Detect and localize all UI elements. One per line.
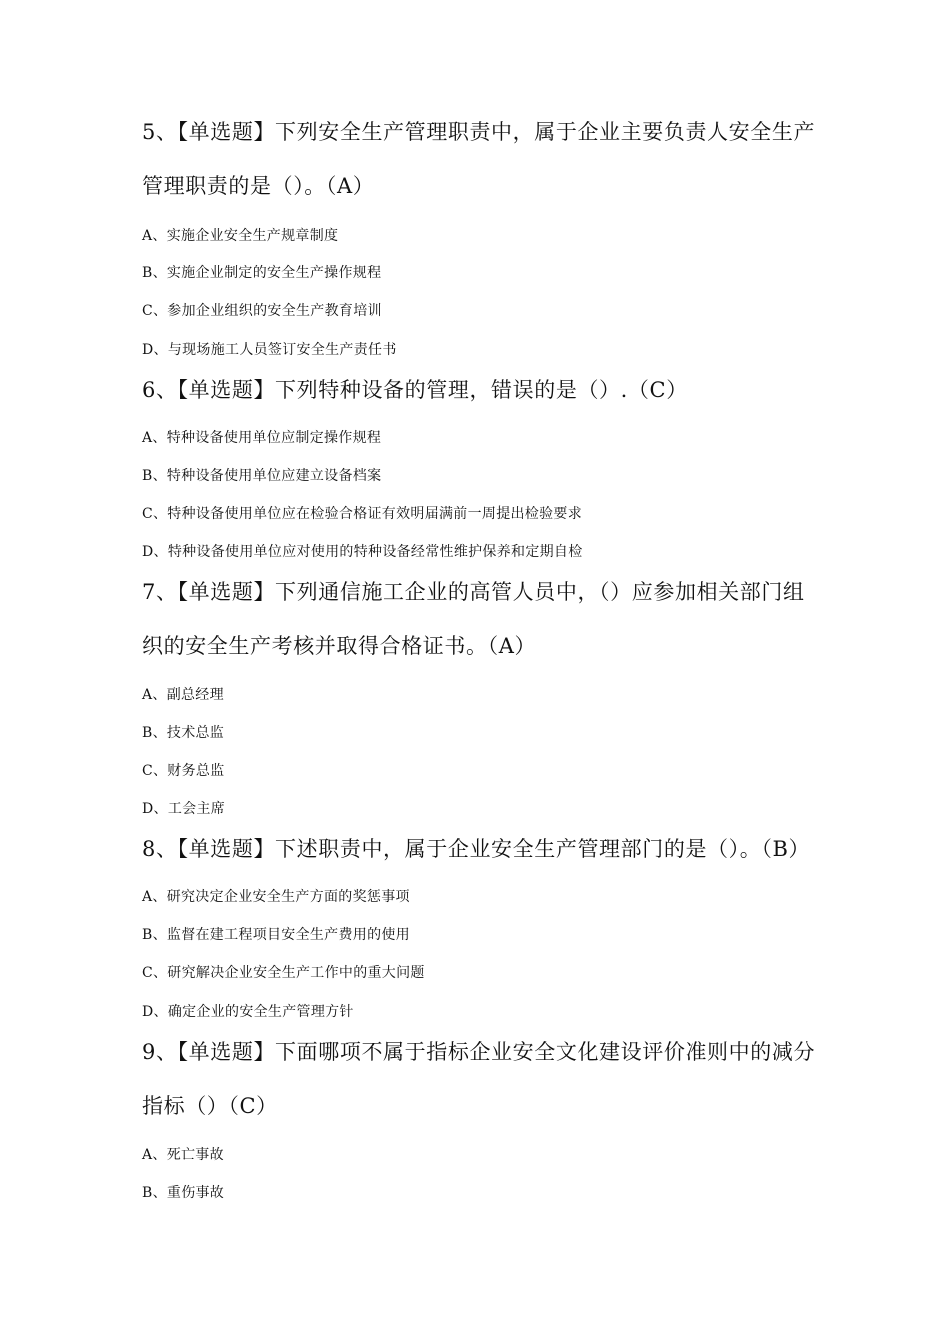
question-8-text-line-1: 8、【单选题】下述职责中，属于企业安全生产管理部门的是（）。（B） [142,837,811,861]
question-9-option-b: B、重伤事故 [142,1185,225,1201]
question-7-option-a: A、副总经理 [142,687,224,703]
question-9-text-line-1: 9、【单选题】下面哪项不属于指标企业安全文化建设评价准则中的减分 [142,1040,816,1064]
question-7-option-b: B、技术总监 [142,725,225,741]
question-7-option-c: C、财务总监 [142,763,225,779]
question-5-option-c: C、参加企业组织的安全生产教育培训 [142,303,382,319]
question-6-option-a: A、特种设备使用单位应制定操作规程 [142,430,382,446]
question-7-text-line-2: 织的安全生产考核并取得合格证书。（A） [142,634,537,658]
question-9-text-line-2: 指标（）（C） [142,1094,278,1118]
question-8-option-c: C、研究解决企业安全生产工作中的重大问题 [142,965,425,981]
question-7-text-line-1: 7、【单选题】下列通信施工企业的高管人员中，（）应参加相关部门组 [142,580,805,604]
question-8-option-a: A、研究决定企业安全生产方面的奖惩事项 [142,889,410,905]
question-5-text-line-1: 5、【单选题】下列安全生产管理职责中，属于企业主要负责人安全生产 [142,120,816,144]
question-9-option-a: A、死亡事故 [142,1147,224,1163]
question-6-option-b: B、特种设备使用单位应建立设备档案 [142,468,382,484]
question-8-option-d: D、确定企业的安全生产管理方针 [142,1004,354,1020]
question-6-option-c: C、特种设备使用单位应在检验合格证有效明届满前一周提出检验要求 [142,506,583,522]
question-6-text-line-1: 6、【单选题】下列特种设备的管理，错误的是（）.（C） [142,378,688,402]
question-5-option-d: D、与现场施工人员签订安全生产责任书 [142,342,397,358]
question-6-option-d: D、特种设备使用单位应对使用的特种设备经常性维护保养和定期自检 [142,544,583,560]
question-5-text-line-2: 管理职责的是（）。（A） [142,174,375,198]
question-7-option-d: D、工会主席 [142,801,226,817]
question-5-option-a: A、实施企业安全生产规章制度 [142,228,339,244]
question-5-option-b: B、实施企业制定的安全生产操作规程 [142,265,382,281]
question-8-option-b: B、监督在建工程项目安全生产费用的使用 [142,927,410,943]
